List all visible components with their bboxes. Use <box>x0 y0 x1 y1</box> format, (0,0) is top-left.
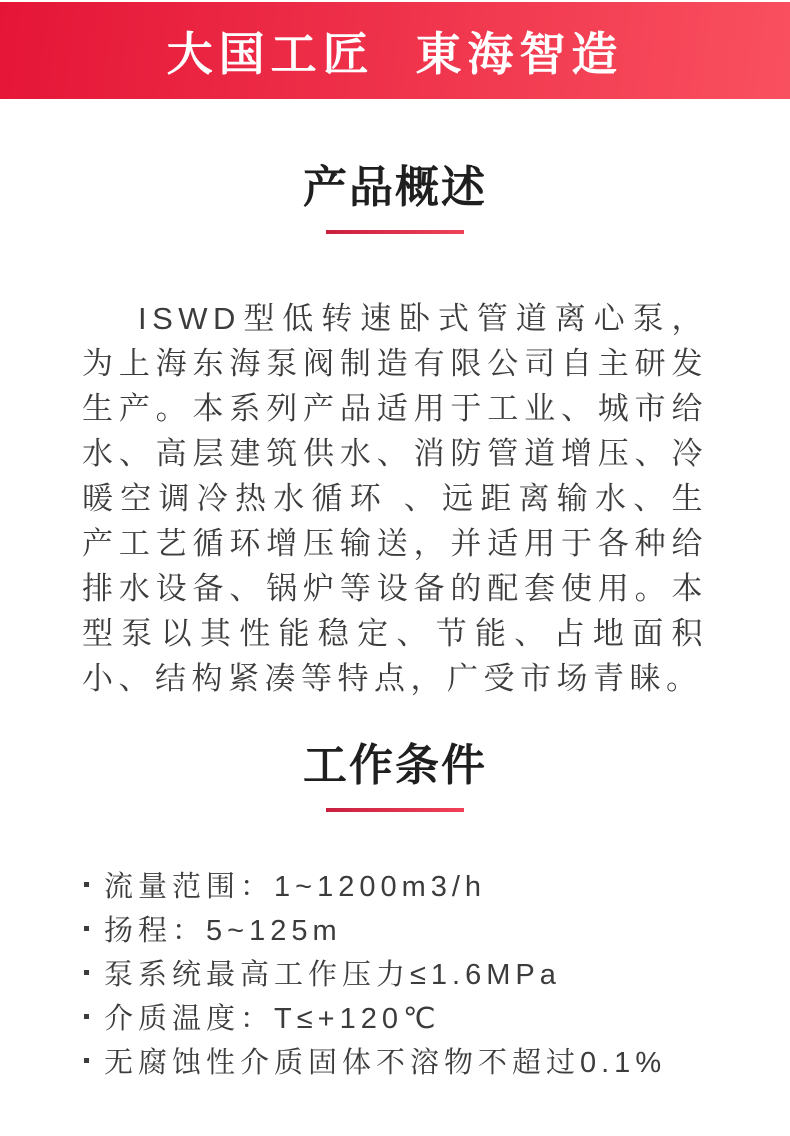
spec-item-insoluble-solids <box>84 1038 730 1082</box>
bullet-dot-icon <box>84 1058 89 1063</box>
brand-banner <box>0 2 790 99</box>
spec-item-head <box>84 906 730 950</box>
spec-item-label: 扬程：5~125m <box>104 914 342 947</box>
spec-item-label: 介质温度：T≤+120℃ <box>104 1002 441 1035</box>
spec-item-flow-range <box>84 862 730 906</box>
brand-banner-title: 大国工匠 東海智造 <box>166 27 624 80</box>
title-underline <box>326 230 464 234</box>
bullet-dot-icon <box>84 1014 89 1019</box>
working-conditions-title: 工作条件 <box>303 741 487 790</box>
spec-list <box>84 862 730 1082</box>
section-product-overview <box>0 163 790 701</box>
spec-item-label: 无腐蚀性介质固体不溶物不超过0.1% <box>104 1046 667 1079</box>
spec-item-label: 泵系统最高工作压力≤1.6MPa <box>104 958 561 991</box>
spec-item-label: 流量范围：1~1200m3/h <box>104 870 487 903</box>
bullet-dot-icon <box>84 882 89 887</box>
spec-item-medium-temperature <box>84 994 730 1038</box>
spec-item-max-pressure <box>84 950 730 994</box>
bullet-dot-icon <box>84 926 89 931</box>
product-overview-title: 产品概述 <box>303 163 487 212</box>
bullet-dot-icon <box>84 970 89 975</box>
section-working-conditions <box>0 741 790 1082</box>
product-overview-paragraph: ISWD型低转速卧式管道离心泵，为上海东海泵阀制造有限公司自主研发生产。本系列产品适用于工业、城市给水、高层建筑供水、消防管道增压、冷暖空调冷热水循环 、远距离输水、生产工艺循环增压输送，并适用于各种给排水设备、锅炉等设备的配套使用。本型泵以其性能稳定、节能、占地面积小、结构紧凑等特点，广受市场青睐。 <box>82 301 708 696</box>
title-underline <box>326 808 464 812</box>
